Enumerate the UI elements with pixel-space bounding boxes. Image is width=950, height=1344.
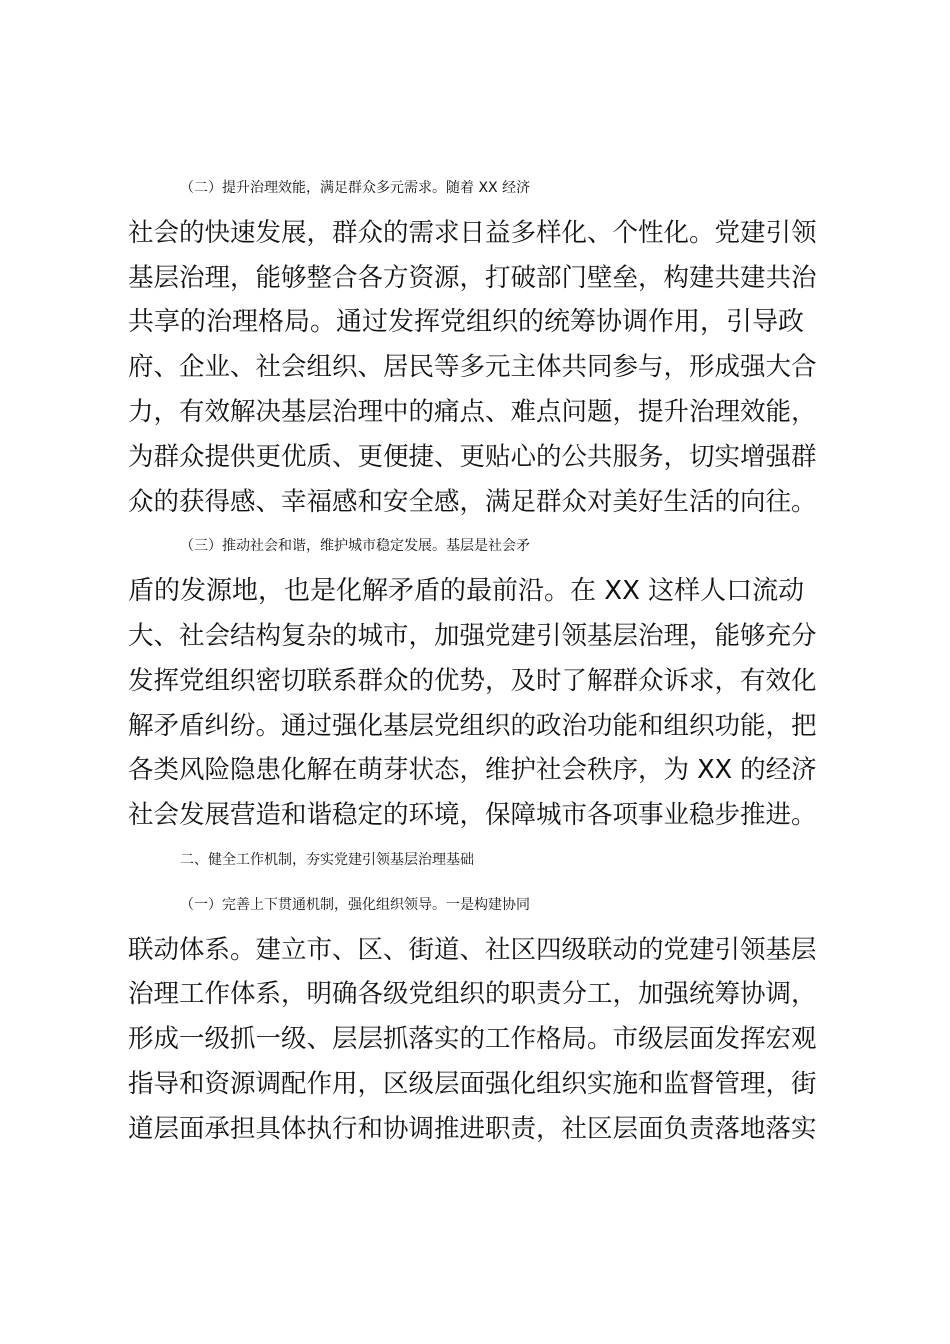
text-line: （一）完善上下贯通机制，强化组织领导。一是构建协同 xyxy=(180,896,530,913)
text-line: 联动体系。建立市、区、街道、社区四级联动的党建引领基层 xyxy=(128,934,817,965)
text-line: 基层治理，能够整合各方资源，打破部门壁垒，构建共建共治 xyxy=(128,262,817,293)
text-line: 共享的治理格局。通过发挥党组织的统筹协调作用，引导政 xyxy=(128,307,805,338)
text-line: 力，有效解决基层治理中的痛点、难点问题，提升治理效能， xyxy=(128,396,817,427)
text-line: 盾的发源地，也是化解矛盾的最前沿。在 XX 这样人口流动 xyxy=(128,576,805,607)
document-body xyxy=(128,166,820,1152)
text-line: 形成一级抓一级、层层抓落实的工作格局。市级层面发挥宏观 xyxy=(128,1024,817,1055)
text-line: 道层面承担具体执行和协调推进职责，社区层面负责落地落实 xyxy=(128,1113,817,1144)
paragraph-coordination-mechanism xyxy=(128,883,820,1152)
paragraph-social-harmony xyxy=(128,524,820,838)
text-line: 社会的快速发展，群众的需求日益多样化、个性化。党建引领 xyxy=(128,217,817,248)
text-line: 各类风险隐患化解在萌芽状态，维护社会秩序，为 XX 的经济 xyxy=(128,755,817,786)
text-line: （三）推动社会和谐，维护城市稳定发展。基层是社会矛 xyxy=(180,538,530,555)
text-line: 府、企业、社会组织、居民等多元主体共同参与，形成强大合 xyxy=(128,352,817,383)
text-line: 社会发展营造和谐稳定的环境，保障城市各项事业稳步推进。 xyxy=(128,800,817,831)
section-heading xyxy=(128,838,820,883)
heading-text: 二、健全工作机制，夯实党建引领基层治理基础 xyxy=(180,851,474,868)
text-line: 众的获得感、幸福感和安全感，满足群众对美好生活的向往。 xyxy=(128,486,817,517)
text-line: （二）提升治理效能，满足群众多元需求。随着 XX 经济 xyxy=(180,180,531,196)
paragraph-governance-efficiency xyxy=(128,166,820,524)
text-line: 治理工作体系，明确各级党组织的职责分工，加强统筹协调， xyxy=(128,979,817,1010)
text-line: 指导和资源调配作用，区级层面强化组织实施和监督管理，街 xyxy=(128,1068,817,1099)
text-line: 解矛盾纠纷。通过强化基层党组织的政治功能和组织功能，把 xyxy=(128,710,817,741)
text-line: 大、社会结构复杂的城市，加强党建引领基层治理，能够充分 xyxy=(128,620,817,651)
text-line: 发挥党组织密切联系群众的优势，及时了解群众诉求，有效化 xyxy=(128,665,817,696)
text-line: 为群众提供更优质、更便捷、更贴心的公共服务，切实增强群 xyxy=(128,441,817,472)
